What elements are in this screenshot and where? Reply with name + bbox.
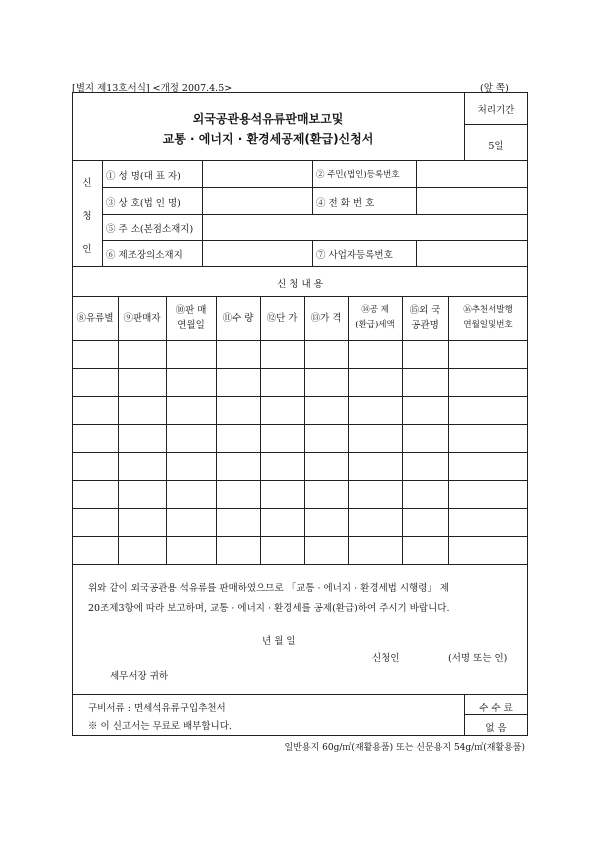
applicant-side-char-2: 청: [82, 211, 92, 222]
table-header-cell: [260, 311, 304, 326]
table-row-line: [72, 424, 528, 425]
table-header-text: ⑭공 제: [361, 305, 389, 315]
table-header-text: 연월일: [177, 320, 205, 331]
field-factory-label: ⑥ 제조장의소재지: [106, 250, 183, 261]
table-header-cell: [304, 311, 348, 326]
field-name-label: ① 성 명(대 표 자): [106, 171, 181, 182]
field-company-label: ③ 상 호(법 인 명): [106, 198, 181, 209]
table-header-cell: [118, 311, 166, 326]
table-header-text: 공관명: [411, 320, 439, 331]
table-header-text: (환급)세액: [355, 320, 395, 330]
recipient-label: 세무서장 귀하: [110, 671, 169, 682]
table-header-text: ⑪수 량: [222, 312, 254, 324]
table-header-cell: [166, 303, 216, 333]
table-header-cell: [348, 303, 402, 333]
table-row-line: [72, 396, 528, 397]
table-header-text: ⑬가 격: [310, 312, 342, 324]
table-header-text: ⑩판 매: [175, 305, 207, 316]
table-header-cell: [448, 303, 528, 333]
fee-value: 없 음: [485, 723, 507, 734]
table-header-cell: [402, 303, 448, 333]
table-row-line: [72, 452, 528, 453]
content-table: [72, 296, 528, 564]
table-header-text: ⑫단 가: [266, 312, 298, 324]
form-title-line2: 교통 · 에너지 · 환경세공제(환급)신청서: [162, 132, 374, 146]
table-header-text: ⑧유류별: [76, 312, 114, 324]
field-resident-no-label: ② 주민(법인)등록번호: [316, 170, 400, 180]
sign-or-seal-label: (서명 또는 인): [448, 653, 508, 664]
applicant-side-char-3: 인: [82, 244, 92, 255]
statement-line1: 위와 같이 외국공관용 석유류를 판매하였으므로 「교통 · 에너지 · 환경세법 시행령」 제: [88, 583, 450, 594]
application-date: 년 월 일: [262, 636, 296, 647]
table-header-text: ⑨판매자: [123, 312, 161, 324]
table-header-text: ⑯추천서발행: [463, 305, 513, 315]
required-documents: 구비서류 : 면세석유류구입추천서: [88, 703, 226, 714]
statement-line2: 20조제3항에 따라 보고하며, 교통 · 에너지 · 환경세를 공제(환급)하여 주시기 바랍니다.: [88, 603, 450, 614]
fee-label: 수 수 료: [479, 703, 513, 714]
table-row-line: [72, 508, 528, 509]
table-row-line: [72, 536, 528, 537]
processing-period-label: 처리기간: [477, 105, 515, 116]
applicant-sign-label: 신청인: [372, 653, 400, 664]
field-phone-label: ④ 전 화 번 호: [316, 198, 375, 209]
paper-spec: 일반용지 60g/㎡(재활용품) 또는 신문용지 54g/㎡(재활용품): [284, 743, 525, 753]
field-address-label: ⑤ 주 소(본점소재지): [106, 224, 194, 235]
table-row-line: [72, 368, 528, 369]
form-title-line1: 외국공관용석유류판매보고및: [192, 112, 344, 126]
table-header-cell: [216, 311, 260, 326]
field-business-no-label: ⑦ 사업자등록번호: [316, 250, 393, 261]
processing-period-value: 5일: [488, 141, 504, 152]
applicant-side-char-1: 신: [82, 178, 92, 189]
table-header-text: ⑮외 국: [409, 305, 441, 316]
table-header-cell: [72, 311, 118, 326]
page-side-label: (앞 쪽): [480, 83, 509, 94]
form-number-label: [별지 제13호서식] <개정 2007.4.5>: [72, 83, 233, 94]
table-row-line: [72, 480, 528, 481]
free-distribution-note: ※ 이 신고서는 무료로 배부합니다.: [88, 721, 232, 732]
content-section-title: 신 청 내 용: [277, 279, 323, 290]
table-header-text: 연월일및번호: [463, 320, 513, 330]
